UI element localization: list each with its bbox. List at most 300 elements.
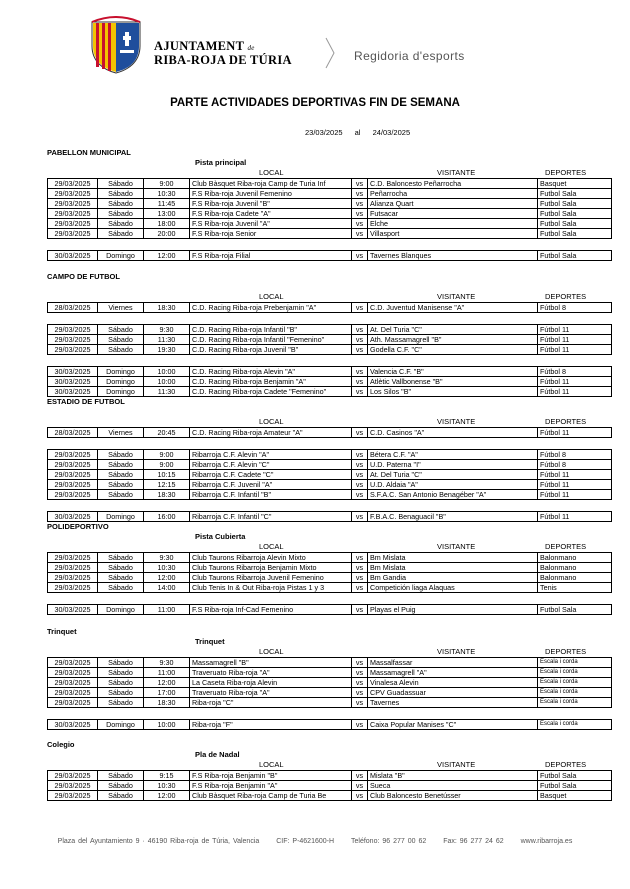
- sport: Futbol Sala: [538, 251, 612, 261]
- local-team: F.S Riba-roja Juvenil "B": [190, 199, 352, 209]
- match-time: 12:00: [144, 573, 190, 583]
- match-time: 18:00: [144, 219, 190, 229]
- table-row: [48, 658, 612, 668]
- sport: Futbol Sala: [538, 219, 612, 229]
- local-team: Ribarroja C.F. Cadete "C": [190, 470, 352, 480]
- table-row: [48, 470, 612, 480]
- section-title: Colegio: [47, 740, 75, 749]
- local-team: Club Taurons Ribarroja Benjamin Mixto: [190, 563, 352, 573]
- sport: Escala i corda: [538, 658, 612, 668]
- vs-label: vs: [352, 688, 368, 698]
- local-team: Traveruato Riba-roja "A": [190, 668, 352, 678]
- org-line-1: AJUNTAMENT: [154, 39, 245, 53]
- table-row: [48, 720, 612, 730]
- match-time: 11:45: [144, 199, 190, 209]
- match-time: 12:00: [144, 791, 190, 801]
- match-day: Domingo: [98, 605, 144, 615]
- column-header-visitor: VISITANTE: [437, 760, 476, 769]
- vs-label: vs: [352, 668, 368, 678]
- visitor-team: Caixa Popular Manises "C": [368, 720, 538, 730]
- local-team: Riba-roja "F": [190, 720, 352, 730]
- vs-label: vs: [352, 209, 368, 219]
- footer-phone: Teléfono: 96 277 00 62: [351, 838, 427, 845]
- column-header-visitor: VISITANTE: [437, 292, 476, 301]
- table-row: [48, 179, 612, 189]
- letterhead: [88, 16, 508, 74]
- visitor-team: Alianza Quart: [368, 199, 538, 209]
- match-table: [47, 511, 612, 522]
- column-header-sport: DEPORTES: [545, 168, 587, 177]
- document-title: PARTE ACTIVIDADES DEPORTIVAS FIN DE SEMANA: [170, 97, 460, 109]
- visitor-team: F.B.A.C. Benaguacil "B": [368, 512, 538, 522]
- visitor-team: U.D. Paterna "I": [368, 460, 538, 470]
- vs-label: vs: [352, 658, 368, 668]
- vs-label: vs: [352, 387, 368, 397]
- vs-label: vs: [352, 583, 368, 593]
- vs-label: vs: [352, 219, 368, 229]
- table-row: [48, 199, 612, 209]
- column-header-sport: DEPORTES: [545, 417, 587, 426]
- local-team: Traveruato Riba-roja "A": [190, 688, 352, 698]
- visitor-team: Massamagrell "A": [368, 668, 538, 678]
- local-team: Club Tenis In & Out Riba-roja Pistas 1 y 3: [190, 583, 352, 593]
- table-row: [48, 771, 612, 781]
- vs-label: vs: [352, 179, 368, 189]
- local-team: F.S Riba-roja Juvenil Femenino: [190, 189, 352, 199]
- match-table: [47, 250, 612, 261]
- sport: Fútbol 11: [538, 345, 612, 355]
- match-time: 11:30: [144, 387, 190, 397]
- match-date: 29/03/2025: [48, 189, 98, 199]
- table-row: [48, 367, 612, 377]
- vs-label: vs: [352, 335, 368, 345]
- match-date: 30/03/2025: [48, 367, 98, 377]
- visitor-team: Villasport: [368, 229, 538, 239]
- match-date: 29/03/2025: [48, 583, 98, 593]
- match-date: 30/03/2025: [48, 251, 98, 261]
- match-date: 29/03/2025: [48, 563, 98, 573]
- visitor-team: Bétera C.F. "A": [368, 450, 538, 460]
- table-row: [48, 335, 612, 345]
- match-day: Sábado: [98, 573, 144, 583]
- table-row: [48, 303, 612, 313]
- match-day: Domingo: [98, 377, 144, 387]
- local-team: Ribarroja C.F. Juvenil "A": [190, 480, 352, 490]
- column-header-local: LOCAL: [259, 647, 284, 656]
- sport: Fútbol 8: [538, 460, 612, 470]
- vs-label: vs: [352, 791, 368, 801]
- sport: Fútbol 11: [538, 512, 612, 522]
- match-day: Sábado: [98, 490, 144, 500]
- match-date: 29/03/2025: [48, 460, 98, 470]
- org-line-2: RIBA-ROJA DE TÚRIA: [154, 53, 292, 67]
- match-day: Sábado: [98, 698, 144, 708]
- match-table: [47, 324, 612, 355]
- match-time: 19:30: [144, 345, 190, 355]
- vs-label: vs: [352, 251, 368, 261]
- match-date: 29/03/2025: [48, 668, 98, 678]
- match-day: Sábado: [98, 678, 144, 688]
- sport: Fútbol 11: [538, 490, 612, 500]
- match-day: Sábado: [98, 791, 144, 801]
- table-row: [48, 387, 612, 397]
- sport: Escala i corda: [538, 678, 612, 688]
- match-date: 29/03/2025: [48, 490, 98, 500]
- match-time: 10:30: [144, 189, 190, 199]
- table-row: [48, 345, 612, 355]
- match-day: Sábado: [98, 199, 144, 209]
- section-title: POLIDEPORTIVO: [47, 522, 109, 531]
- vs-label: vs: [352, 480, 368, 490]
- sport: Futbol Sala: [538, 605, 612, 615]
- vs-label: vs: [352, 512, 368, 522]
- sport: Fútbol 11: [538, 428, 612, 438]
- sport: Fútbol 8: [538, 450, 612, 460]
- visitor-team: Elche: [368, 219, 538, 229]
- local-team: F.S Riba-roja Inf-Cad Femenino: [190, 605, 352, 615]
- column-header-local: LOCAL: [259, 542, 284, 551]
- sport: Escala i corda: [538, 698, 612, 708]
- date-from: 23/03/2025: [305, 128, 343, 137]
- footer-cif: CIF: P-4621600-H: [276, 838, 335, 845]
- visitor-team: Club Baloncesto Benetússer: [368, 791, 538, 801]
- footer: [0, 838, 630, 845]
- date-range: [305, 128, 420, 137]
- match-date: 29/03/2025: [48, 553, 98, 563]
- table-row: [48, 781, 612, 791]
- match-date: 29/03/2025: [48, 791, 98, 801]
- organization-name: [154, 40, 292, 66]
- local-team: Club Taurons Ribarroja Alevin Mixto: [190, 553, 352, 563]
- table-row: [48, 553, 612, 563]
- match-day: Sábado: [98, 335, 144, 345]
- table-row: [48, 189, 612, 199]
- match-table: [47, 449, 612, 500]
- match-table: [47, 604, 612, 615]
- sport: Fútbol 11: [538, 325, 612, 335]
- match-date: 29/03/2025: [48, 209, 98, 219]
- visitor-team: Bm Mislata: [368, 553, 538, 563]
- local-team: C.D. Racing Riba-roja Prebenjamin "A": [190, 303, 352, 313]
- table-row: [48, 251, 612, 261]
- sport: Basquet: [538, 791, 612, 801]
- table-row: [48, 688, 612, 698]
- local-team: C.D. Racing Riba-roja Infantil "Femenino": [190, 335, 352, 345]
- local-team: Massamagrell "B": [190, 658, 352, 668]
- match-time: 9:30: [144, 658, 190, 668]
- vs-label: vs: [352, 303, 368, 313]
- column-header-visitor: VISITANTE: [437, 647, 476, 656]
- vs-label: vs: [352, 229, 368, 239]
- match-date: 29/03/2025: [48, 219, 98, 229]
- visitor-team: Vinalesa Alevin: [368, 678, 538, 688]
- visitor-team: Massalfassar: [368, 658, 538, 668]
- match-day: Sábado: [98, 460, 144, 470]
- visitor-team: At. Del Turia "C": [368, 325, 538, 335]
- match-day: Sábado: [98, 563, 144, 573]
- local-team: F.S Riba-roja Benjamin "A": [190, 781, 352, 791]
- visitor-team: Mislata "B": [368, 771, 538, 781]
- table-row: [48, 791, 612, 801]
- vs-label: vs: [352, 450, 368, 460]
- match-time: 20:45: [144, 428, 190, 438]
- match-day: Sábado: [98, 480, 144, 490]
- match-date: 29/03/2025: [48, 229, 98, 239]
- match-time: 9:00: [144, 179, 190, 189]
- table-row: [48, 450, 612, 460]
- visitor-team: U.D. Aldaia "A": [368, 480, 538, 490]
- match-table: [47, 657, 612, 708]
- match-time: 11:30: [144, 335, 190, 345]
- table-row: [48, 325, 612, 335]
- column-header-local: LOCAL: [259, 760, 284, 769]
- sport: Fútbol 8: [538, 367, 612, 377]
- match-time: 12:00: [144, 678, 190, 688]
- match-time: 9:30: [144, 553, 190, 563]
- table-row: [48, 480, 612, 490]
- match-day: Sábado: [98, 450, 144, 460]
- match-date: 29/03/2025: [48, 335, 98, 345]
- sport: Fútbol 8: [538, 303, 612, 313]
- visitor-team: C.D. Baloncesto Peñarrocha: [368, 179, 538, 189]
- match-table: [47, 770, 612, 801]
- visitor-team: Playas el Puig: [368, 605, 538, 615]
- vs-label: vs: [352, 563, 368, 573]
- sport: Fútbol 11: [538, 470, 612, 480]
- vs-label: vs: [352, 771, 368, 781]
- match-time: 20:00: [144, 229, 190, 239]
- match-day: Domingo: [98, 251, 144, 261]
- section-title: Trinquet: [47, 627, 77, 636]
- local-team: Ribarroja C.F. Infantil "B": [190, 490, 352, 500]
- table-row: [48, 512, 612, 522]
- match-table: [47, 427, 612, 438]
- match-table: [47, 552, 612, 593]
- column-header-local: LOCAL: [259, 417, 284, 426]
- venue-name: Pla de Nadal: [195, 750, 240, 759]
- visitor-team: Ath. Massamagrell "B": [368, 335, 538, 345]
- sport: Futbol Sala: [538, 189, 612, 199]
- local-team: Club Taurons Ribarroja Juvenil Femenino: [190, 573, 352, 583]
- match-table: [47, 302, 612, 313]
- visitor-team: Tavernes: [368, 698, 538, 708]
- match-date: 30/03/2025: [48, 605, 98, 615]
- sport: Fútbol 11: [538, 480, 612, 490]
- coat-of-arms-icon: [88, 16, 144, 74]
- match-day: Domingo: [98, 367, 144, 377]
- local-team: F.S Riba-roja Benjamin "B": [190, 771, 352, 781]
- table-row: [48, 698, 612, 708]
- vs-label: vs: [352, 460, 368, 470]
- sport: Futbol Sala: [538, 229, 612, 239]
- match-time: 9:15: [144, 771, 190, 781]
- local-team: C.D. Racing Riba-roja Cadete "Femenino": [190, 387, 352, 397]
- match-day: Sábado: [98, 668, 144, 678]
- match-day: Sábado: [98, 229, 144, 239]
- table-row: [48, 563, 612, 573]
- vs-label: vs: [352, 720, 368, 730]
- vs-label: vs: [352, 781, 368, 791]
- match-date: 30/03/2025: [48, 512, 98, 522]
- match-day: Sábado: [98, 470, 144, 480]
- visitor-team: Bm Mislata: [368, 563, 538, 573]
- column-header-sport: DEPORTES: [545, 760, 587, 769]
- column-header-sport: DEPORTES: [545, 647, 587, 656]
- match-time: 9:00: [144, 460, 190, 470]
- match-date: 29/03/2025: [48, 450, 98, 460]
- vs-label: vs: [352, 325, 368, 335]
- vs-label: vs: [352, 189, 368, 199]
- vs-label: vs: [352, 470, 368, 480]
- match-table: [47, 178, 612, 239]
- match-time: 18:30: [144, 698, 190, 708]
- table-row: [48, 219, 612, 229]
- visitor-team: S.F.A.C. San Antonio Benagéber "A": [368, 490, 538, 500]
- match-day: Sábado: [98, 219, 144, 229]
- local-team: C.D. Racing Riba-roja Infantil "B": [190, 325, 352, 335]
- date-separator: al: [354, 128, 361, 137]
- column-header-local: LOCAL: [259, 292, 284, 301]
- match-day: Sábado: [98, 325, 144, 335]
- venue-name: Pista Cubierta: [195, 532, 246, 541]
- column-header-sport: DEPORTES: [545, 292, 587, 301]
- table-row: [48, 605, 612, 615]
- vs-label: vs: [352, 678, 368, 688]
- match-date: 30/03/2025: [48, 387, 98, 397]
- local-team: Club Bàsquet Riba-roja Camp de Turia Be: [190, 791, 352, 801]
- visitor-team: Bm Gandia: [368, 573, 538, 583]
- match-day: Sábado: [98, 771, 144, 781]
- sport: Fútbol 11: [538, 377, 612, 387]
- footer-web: www.ribarroja.es: [520, 838, 573, 845]
- local-team: F.S Riba-roja Filial: [190, 251, 352, 261]
- sport: Futbol Sala: [538, 781, 612, 791]
- sport: Balonmano: [538, 553, 612, 563]
- match-date: 29/03/2025: [48, 781, 98, 791]
- match-date: 28/03/2025: [48, 428, 98, 438]
- visitor-team: Futsacar: [368, 209, 538, 219]
- column-header-sport: DEPORTES: [545, 542, 587, 551]
- column-header-local: LOCAL: [259, 168, 284, 177]
- visitor-team: Atlètic Vallbonense "B": [368, 377, 538, 387]
- table-row: [48, 209, 612, 219]
- match-day: Viernes: [98, 428, 144, 438]
- footer-fax: Fax: 96 277 24 62: [443, 838, 504, 845]
- match-date: 29/03/2025: [48, 345, 98, 355]
- match-day: Domingo: [98, 387, 144, 397]
- match-time: 11:00: [144, 668, 190, 678]
- match-time: 12:15: [144, 480, 190, 490]
- match-time: 12:00: [144, 251, 190, 261]
- match-time: 10:30: [144, 563, 190, 573]
- visitor-team: C.D. Casinos "A": [368, 428, 538, 438]
- visitor-team: Los Silos "B": [368, 387, 538, 397]
- section-title: PABELLON MUNICIPAL: [47, 148, 131, 157]
- section-title: CAMPO DE FUTBOL: [47, 272, 120, 281]
- sport: Fútbol 11: [538, 387, 612, 397]
- visitor-team: Competición liaga Alaquas: [368, 583, 538, 593]
- sport: Futbol Sala: [538, 771, 612, 781]
- sport: Escala i corda: [538, 688, 612, 698]
- match-time: 13:00: [144, 209, 190, 219]
- local-team: C.D. Racing Riba-roja Juvenil "B": [190, 345, 352, 355]
- vs-label: vs: [352, 553, 368, 563]
- match-time: 18:30: [144, 490, 190, 500]
- match-day: Viernes: [98, 303, 144, 313]
- match-time: 10:00: [144, 720, 190, 730]
- match-date: 30/03/2025: [48, 377, 98, 387]
- table-row: [48, 460, 612, 470]
- match-date: 29/03/2025: [48, 688, 98, 698]
- match-table: [47, 366, 612, 397]
- vs-label: vs: [352, 377, 368, 387]
- match-day: Sábado: [98, 345, 144, 355]
- match-day: Sábado: [98, 553, 144, 563]
- match-date: 29/03/2025: [48, 771, 98, 781]
- match-day: Sábado: [98, 209, 144, 219]
- local-team: Club Bàsquet Riba-roja Camp de Turia Inf: [190, 179, 352, 189]
- match-day: Sábado: [98, 688, 144, 698]
- match-date: 29/03/2025: [48, 179, 98, 189]
- table-row: [48, 229, 612, 239]
- section-title: ESTADIO DE FUTBOL: [47, 397, 125, 406]
- column-header-visitor: VISITANTE: [437, 542, 476, 551]
- vs-label: vs: [352, 698, 368, 708]
- match-time: 16:00: [144, 512, 190, 522]
- date-to: 24/03/2025: [372, 128, 411, 137]
- venue-name: Trinquet: [195, 637, 225, 646]
- column-header-visitor: VISITANTE: [437, 417, 476, 426]
- table-row: [48, 573, 612, 583]
- org-sup: de: [247, 44, 255, 52]
- local-team: Ribarroja C.F. Alevin "C": [190, 460, 352, 470]
- match-date: 29/03/2025: [48, 199, 98, 209]
- match-time: 17:00: [144, 688, 190, 698]
- vs-label: vs: [352, 490, 368, 500]
- match-day: Sábado: [98, 179, 144, 189]
- table-row: [48, 668, 612, 678]
- visitor-team: Sueca: [368, 781, 538, 791]
- sport: Balonmano: [538, 573, 612, 583]
- sport: Balonmano: [538, 563, 612, 573]
- table-row: [48, 377, 612, 387]
- match-date: 28/03/2025: [48, 303, 98, 313]
- match-day: Sábado: [98, 658, 144, 668]
- vs-label: vs: [352, 573, 368, 583]
- local-team: F.S Riba-roja Cadete "A": [190, 209, 352, 219]
- table-row: [48, 490, 612, 500]
- sport: Tenis: [538, 583, 612, 593]
- local-team: Riba-roja "C": [190, 698, 352, 708]
- table-row: [48, 678, 612, 688]
- match-time: 10:15: [144, 470, 190, 480]
- match-date: 29/03/2025: [48, 678, 98, 688]
- local-team: C.D. Racing Riba-roja Benjamin "A": [190, 377, 352, 387]
- table-row: [48, 428, 612, 438]
- match-date: 29/03/2025: [48, 698, 98, 708]
- vs-label: vs: [352, 367, 368, 377]
- visitor-team: C.D. Juventud Manisense "A": [368, 303, 538, 313]
- match-date: 29/03/2025: [48, 470, 98, 480]
- local-team: F.S Riba-roja Juvenil "A": [190, 219, 352, 229]
- match-date: 29/03/2025: [48, 325, 98, 335]
- sport: Futbol Sala: [538, 199, 612, 209]
- match-day: Sábado: [98, 189, 144, 199]
- match-date: 29/03/2025: [48, 658, 98, 668]
- visitor-team: Valencia C.F. "B": [368, 367, 538, 377]
- vs-label: vs: [352, 199, 368, 209]
- sport: Basquet: [538, 179, 612, 189]
